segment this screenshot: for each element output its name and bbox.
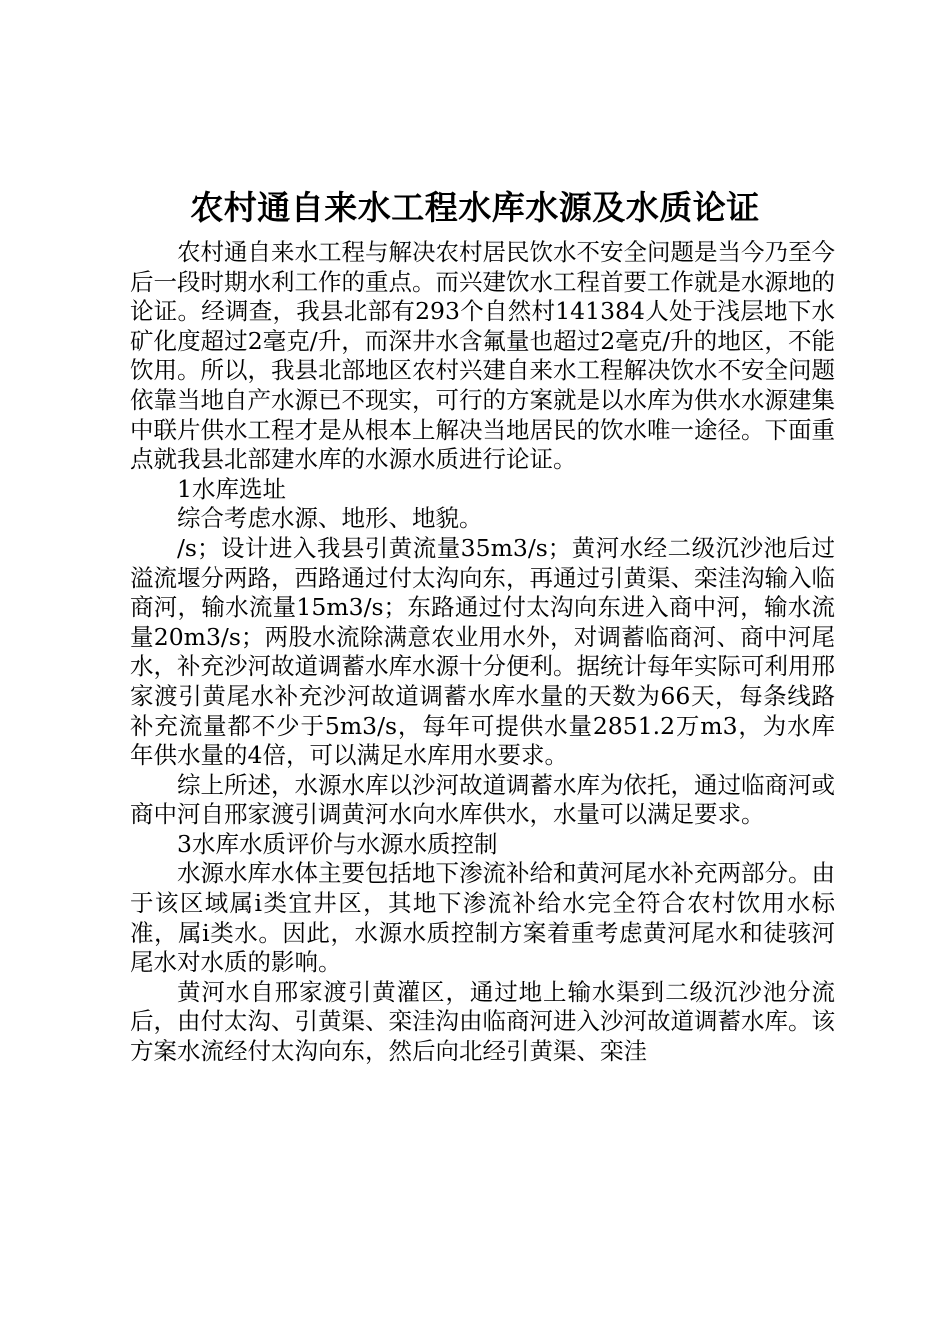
paragraph-summary: 综上所述，水源水库以沙河故道调蓄水库为依托，通过临商河或商中河自邢家渡引调黄河水向水库供水，水量可以满足要求。 [130, 770, 835, 829]
document-body [130, 238, 835, 1067]
section-heading-site-selection: 1水库选址 [177, 474, 286, 503]
paragraph-water-supply: /s；设计进入我县引黄流量35m3/s；黄河水经二级沉沙池后过溢流堰分两路，西路通过付太沟向东，再通过引黄渠、栾洼沟输入临商河，输水流量15m3/s；东路通过付太沟向东进入商中河，输水流量20m3/s；两股水流除满意农业用水外，对调蓄临商河、商中河尾水，补充沙河故道调蓄水库水源十分便利。据统计每年实际可利用邢家渡引黄尾水补充沙河故道调蓄水库水量的天数为66天，每条线路补充流量都不少于5m3/s，每年可提供水量2851.2万m3，为水库年供水量的4倍，可以满足水库用水要求。 [130, 533, 835, 770]
section-heading-water-quality: 3水库水质评价与水源水质控制 [177, 829, 498, 858]
document-title: 农村通自来水工程水库水源及水质论证 [190, 188, 760, 227]
paragraph-yellow-river-route: 黄河水自邢家渡引黄灌区，通过地上输水渠到二级沉沙池分流后，由付太沟、引黄渠、栾洼沟由临商河进入沙河故道调蓄水库。该方案水流经付太沟向东，然后向北经引黄渠、栾洼 [130, 977, 835, 1066]
paragraph-considerations: 综合考虑水源、地形、地貌。 [177, 504, 483, 533]
paragraph-intro: 农村通自来水工程与解决农村居民饮水不安全问题是当今乃至今后一段时期水利工作的重点。而兴建饮水工程首要工作就是水源地的论证。经调查，我县北部有293个自然村141384人处于浅层地下水矿化度超过2毫克/升，而深井水含氟量也超过2毫克/升的地区，不能饮用。所以，我县北部地区农村兴建自来水工程解决饮水不安全问题依靠当地自产水源已不现实，可行的方案就是以水库为供水水源建集中联片供水工程才是从根本上解决当地居民的饮水唯一途径。下面重点就我县北部建水库的水源水质进行论证。 [130, 238, 835, 474]
paragraph-water-body: 水源水库水体主要包括地下渗流补给和黄河尾水补充两部分。由于该区域属ⅰ类宜井区，其地下渗流补给水完全符合农村饮用水标准，属ⅰ类水。因此，水源水质控制方案着重考虑黄河尾水和徒骇河尾水对水质的影响。 [130, 859, 835, 977]
